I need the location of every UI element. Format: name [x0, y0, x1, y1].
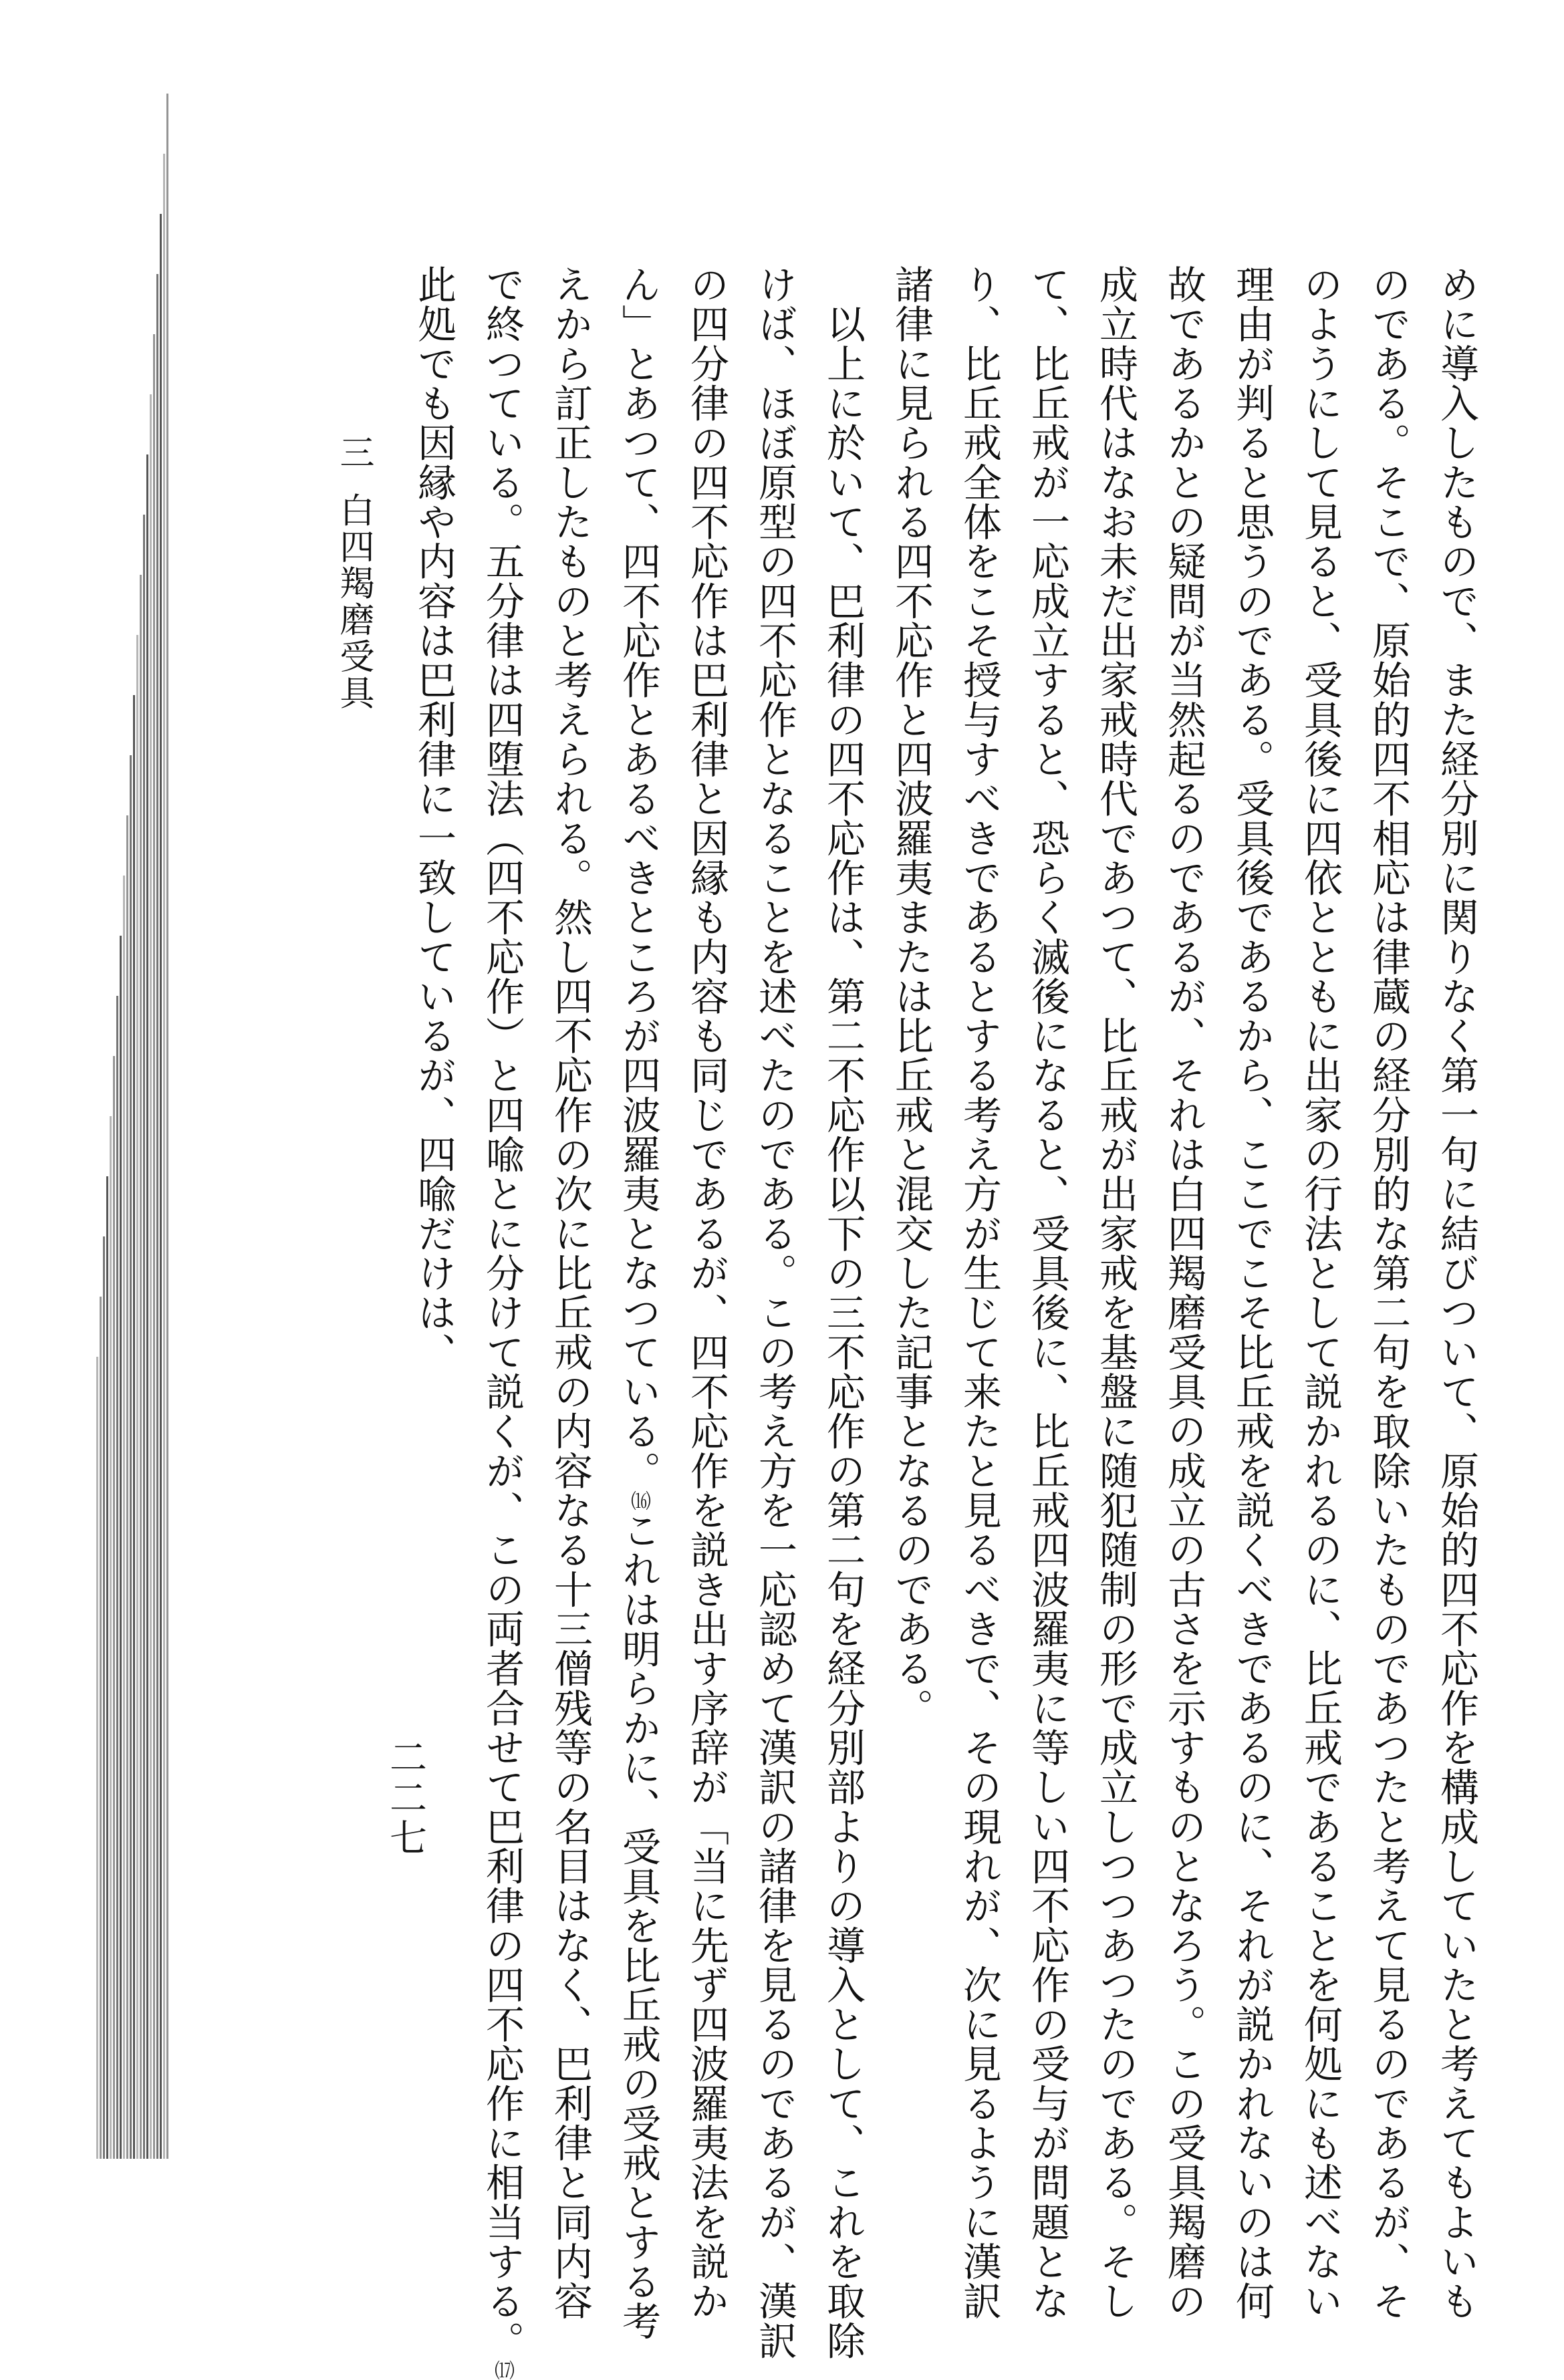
gutter-line [146, 454, 148, 2159]
gutter-line [130, 755, 132, 2159]
gutter-line [123, 876, 125, 2159]
gutter-line [153, 334, 155, 2159]
section-title: 白四羯磨受具 [334, 492, 374, 712]
gutter-line [103, 1236, 105, 2159]
text-column-6: 成立時代はなお未だ出家戒時代であつて、比丘戒が出家戒を基盤に随犯随制の形で成立しつつあつたのである。そし [1093, 265, 1138, 2321]
page-number: 二二七 [384, 1738, 427, 1859]
text-column-12: の四分律の四不応作は巴利律と因縁も内容も同じであるが、四不応作を説き出す序辞が「当に先ず四波羅夷法を説か [684, 265, 729, 2321]
text-column-8: り、比丘戒全体をこそ授与すべきであるとする考え方が生じて来たと見るべきで、その現れが、次に見るように漢訳 [956, 265, 1002, 2321]
text-column-15 [479, 265, 525, 2380]
gutter-line [116, 996, 118, 2159]
gutter-line [160, 214, 162, 2159]
note-ref-17: ⒄ [491, 2360, 514, 2380]
text-column-11: けば、ほぼ原型の四不応作となることを述べたのである。この考え方を一応認めて漢訳の諸律を見るのであるが、漢訳 [752, 265, 797, 2361]
note-ref-16: ⒃ [627, 1490, 650, 1510]
gutter-line [133, 695, 135, 2159]
text-column-1: めに導入したもので、また経分別に関りなく第一句に結びついて、原始的四不応作を構成していたと考えてもよいも [1434, 265, 1479, 2321]
gutter-line [136, 635, 138, 2159]
gutter-line [166, 94, 168, 2159]
running-head [329, 434, 379, 711]
text-column-16: 此処でも因縁や内容は巴利律に一致しているが、四喩だけは、 [411, 265, 457, 1372]
text-column-5: 故であるかとの疑問が当然起るのであるが、それは白四羯磨受具の成立の古さを示すものとなろう。この受具羯磨の [1161, 265, 1206, 2321]
text-column-14: えから訂正したものと考えられる。然し四不応作の次に比丘戒の内容なる十三僧残等の名目はなく、巴利律と同内容 [547, 265, 593, 2321]
text-column-7: て、比丘戒が一応成立すると、恐らく滅後になると、受具後に、比丘戒四波羅夷に等しい四不応作の受与が問題とな [1025, 265, 1070, 2321]
text-column-9: 諸律に見られる四不応作と四波羅夷または比丘戒と混交した記事となるのである。 [888, 265, 934, 1728]
text-column-15-main: で終つている。五分律は四堕法（四不応作）と四喩とに分けて説くが、この両者合せて巴利律の四不応作に相当する。 [479, 265, 525, 2361]
gutter-line [120, 936, 122, 2159]
gutter-line [156, 274, 158, 2159]
section-number: 三 [334, 434, 374, 471]
gutter-line [143, 515, 145, 2159]
gutter-line [126, 815, 128, 2159]
text-column-4: 理由が判ると思うのである。受具後であるから、ここでこそ比丘戒を説くべきであるのに、それが説かれないのは何 [1229, 265, 1275, 2321]
gutter-line [140, 575, 142, 2159]
gutter-line [163, 154, 165, 2159]
text-column-10: 以上に於いて、巴利律の四不応作は、第二不応作以下の三不応作の第二句を経分別部よりの導入として、これを取除 [820, 265, 866, 2361]
text-column-13 [616, 265, 661, 2341]
gutter-line [96, 1357, 98, 2159]
gutter-line [113, 1056, 115, 2159]
text-column-3: のようにして見ると、受具後に四依とともに出家の行法として説かれるのに、比丘戒であることを何処にも述べない [1297, 265, 1343, 2321]
text-column-2: のである。そこで、原始的四不相応は律蔵の経分別的な第二句を取除いたものであつたと考えて見るのであるが、そ [1365, 265, 1411, 2321]
text-column-13-main: ん」とあつて、四不応作とあるべきところが四波羅夷となつている。 [616, 265, 661, 1490]
text-column-13-cont: これは明らかに、受具を比丘戒の受戒とする考 [616, 1510, 661, 2341]
gutter-line [150, 394, 152, 2159]
gutter-line [110, 1116, 112, 2159]
gutter-line [100, 1297, 102, 2159]
binding-gutter [94, 80, 174, 2159]
gutter-line [106, 1176, 108, 2159]
